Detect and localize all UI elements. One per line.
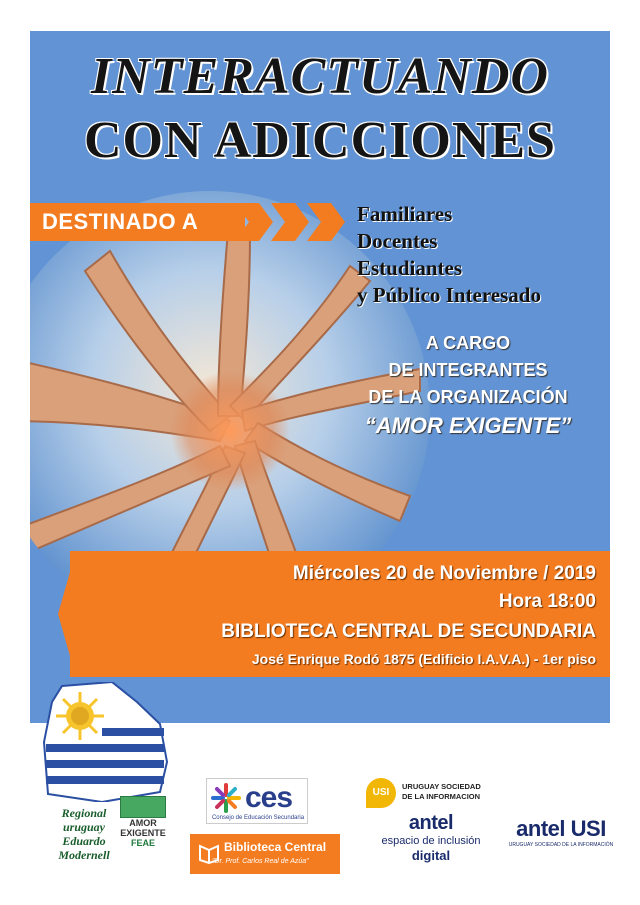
organizer-block — [338, 330, 598, 441]
regional-line: Regional — [61, 806, 107, 820]
regional-line: Modernell — [58, 848, 110, 862]
antel-espacio-logo — [366, 812, 496, 863]
uruguay-map-logo — [42, 682, 172, 802]
antel-usi-word: antel USI — [516, 816, 606, 841]
regional-line: Eduardo — [62, 834, 106, 848]
usi-line: DE LA INFORMACION — [402, 792, 481, 801]
amor-logo-line: AMOR — [129, 818, 157, 828]
usi-logo — [366, 778, 496, 808]
chevron-arrows-icon — [235, 203, 345, 241]
antel-usi-logo — [506, 816, 616, 848]
regional-text — [46, 806, 122, 862]
organization-name: “AMOR EXIGENTE” — [364, 413, 572, 438]
ces-name: ces — [245, 781, 293, 814]
antel-digital: digital — [411, 848, 451, 863]
usi-badge: USI — [366, 778, 396, 808]
event-place: BIBLIOTECA CENTRAL DE SECUNDARIA — [221, 621, 596, 642]
audience-item: Estudiantes — [357, 256, 463, 280]
ces-star-icon — [211, 783, 241, 813]
feae-label: FEAE — [130, 838, 155, 848]
audience-item: Familiares — [357, 202, 453, 226]
audience-item: y Público Interesado — [357, 283, 541, 307]
amor-logo-line: EXIGENTE — [120, 828, 166, 838]
biblioteca-title: Biblioteca Central — [224, 840, 327, 854]
organizer-line: DE LA ORGANIZACIÓN — [368, 387, 568, 407]
title-line-1: INTERACTUANDO — [91, 48, 549, 105]
biblioteca-logo — [190, 834, 340, 874]
usi-text — [402, 782, 481, 802]
destinado-label: DESTINADO A — [42, 209, 199, 234]
biblioteca-subtitle: "Dr. Prof. Carlos Real de Azúa" — [212, 858, 309, 865]
hands-icon — [120, 796, 166, 818]
amor-exigente-logo — [118, 796, 168, 856]
stripe-decoration-icon — [58, 551, 108, 677]
antel-word: antel — [408, 812, 454, 834]
organizer-line: DE INTEGRANTES — [388, 360, 548, 380]
organizer-line: A CARGO — [425, 333, 511, 353]
antel-line: espacio de inclusión — [381, 835, 481, 847]
destinado-bar — [30, 203, 245, 241]
event-time: Hora 18:00 — [498, 591, 596, 612]
title-line-2: CON ADICCIONES — [84, 112, 556, 169]
ces-logo — [206, 778, 308, 824]
usi-line: URUGUAY SOCIEDAD — [402, 782, 481, 791]
regional-line: uruguay — [62, 820, 106, 834]
audience-list — [357, 201, 541, 309]
event-date: Miércoles 20 de Noviembre / 2019 — [292, 563, 596, 584]
ces-subtitle: Consejo de Educación Secundaria — [211, 815, 305, 821]
audience-item: Docentes — [357, 229, 438, 253]
event-address: José Enrique Rodó 1875 (Edificio I.A.V.A.) - 1er piso — [251, 651, 596, 667]
antel-usi-subtitle: URUGUAY SOCIEDAD DE LA INFORMACIÓN — [508, 842, 614, 848]
